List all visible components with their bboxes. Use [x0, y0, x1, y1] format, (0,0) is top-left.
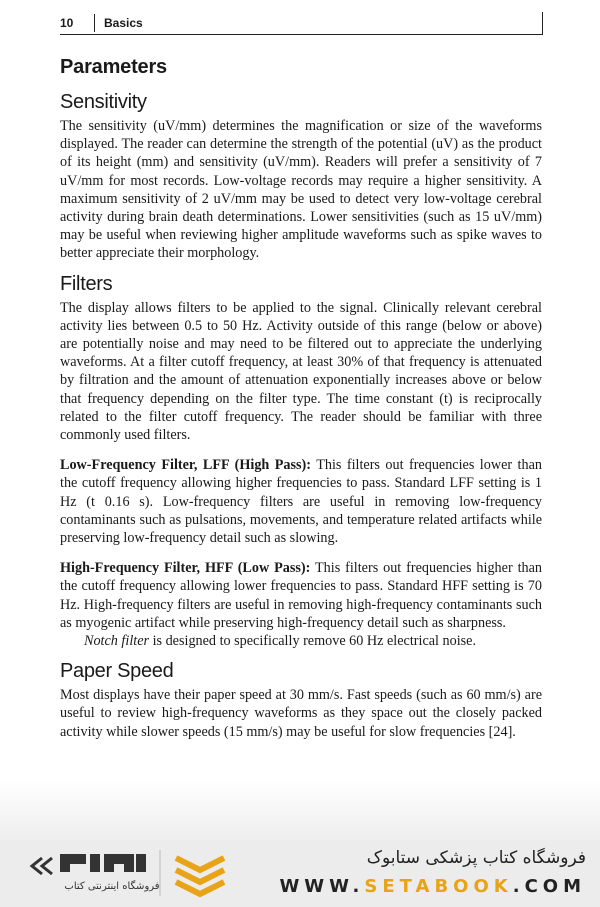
- page-content: [60, 56, 542, 741]
- hff-description: This filters out frequencies higher than the cutoff frequency allowing lower frequencies to pass. Standard HFF setting is 70 Hz. High-frequency filters are useful in removing high-frequency contaminants such as myogenic artifact while preserving high-frequency detail such as sharpness.: [60, 560, 542, 631]
- url-brand: SETABOOK: [364, 876, 513, 897]
- heading-filters: Filters: [60, 272, 113, 295]
- footer-fade: [0, 780, 600, 840]
- paragraph-lff: [60, 456, 542, 547]
- page-title: Parameters: [60, 56, 167, 78]
- watermark-footer: [0, 840, 600, 907]
- paragraph-notch: [60, 632, 542, 650]
- setabook-logo: [20, 844, 250, 902]
- lff-term: Low-Frequency Filter, LFF (High Pass):: [60, 457, 311, 474]
- header-divider: [94, 14, 95, 32]
- running-header: [60, 12, 543, 35]
- lff-description: This filters out frequencies lower than the cutoff frequency allowing higher frequencies to pass. Standard LFF setting is 1 Hz (t 0.16 s). Low-frequency filters are useful in removing low-frequency contaminants such as pulsations, movements, and temperature related artifacts while preserving low-frequency detail such as slowing.: [60, 457, 542, 547]
- paragraph-paper-speed: Most displays have their paper speed at 30 mm/s. Fast speeds (such as 60 mm/s) are useful to review high-frequency waveforms as they space out the closely packed activity while slower speeds (15 mm/s) may be useful for slow frequencies [24].: [60, 687, 542, 740]
- url-suffix: .COM: [512, 876, 586, 897]
- notch-term: Notch filter: [84, 633, 150, 650]
- hff-term: High-Frequency Filter, HFF (Low Pass):: [60, 560, 311, 577]
- url-prefix: WWW.: [279, 876, 365, 897]
- heading-paper-speed: Paper Speed: [60, 660, 174, 683]
- heading-sensitivity: Sensitivity: [60, 91, 147, 113]
- section-name: Basics: [104, 16, 143, 30]
- paragraph-hff: [60, 559, 542, 632]
- store-name: فروشگاه کتاب پزشکی ستابوک: [366, 848, 586, 868]
- page-number: 10: [60, 16, 74, 30]
- logo-tagline: فروشگاه اینترنتی کتاب: [64, 881, 160, 892]
- paragraph-filters-intro: The display allows filters to be applied to the signal. Clinically relevant cerebral activity lies between 0.5 to 50 Hz. Activity outside of this range (below or above) are potentially noise and may need to be filtered out to appreciate the underlying waveforms. At a filter cutoff frequency, at least 30% of that frequency is attenuated by filtration and the amount of attenuation exponentially increases above or below that frequency depending on the filter type. The time constant (t) is reciprocally related to the filter cutoff frequency. The reader should be familiar with three commonly used filters.: [60, 299, 542, 444]
- store-url[interactable]: [279, 876, 586, 897]
- notch-description: is designed to specifically remove 60 Hz electrical noise.: [149, 633, 477, 650]
- paragraph-sensitivity: The sensitivity (uV/mm) determines the magnification or size of the waveforms displayed. The reader can determine the strength of the potential (uV) as the product of its height (mm) and sensitivity (uV/mm). Readers will prefer a sensitivity of 7 uV/mm for most records. Low-voltage records may require a higher sensitivity. A maximum sensitivity of 2 uV/mm may be used to detect very low-voltage cerebral activity during brain death determinations. Lower sensitivities (such as 15 uV/mm) may be useful when reviewing higher amplitude waveforms such as spike waves to better appreciate their morphology.: [60, 118, 542, 262]
